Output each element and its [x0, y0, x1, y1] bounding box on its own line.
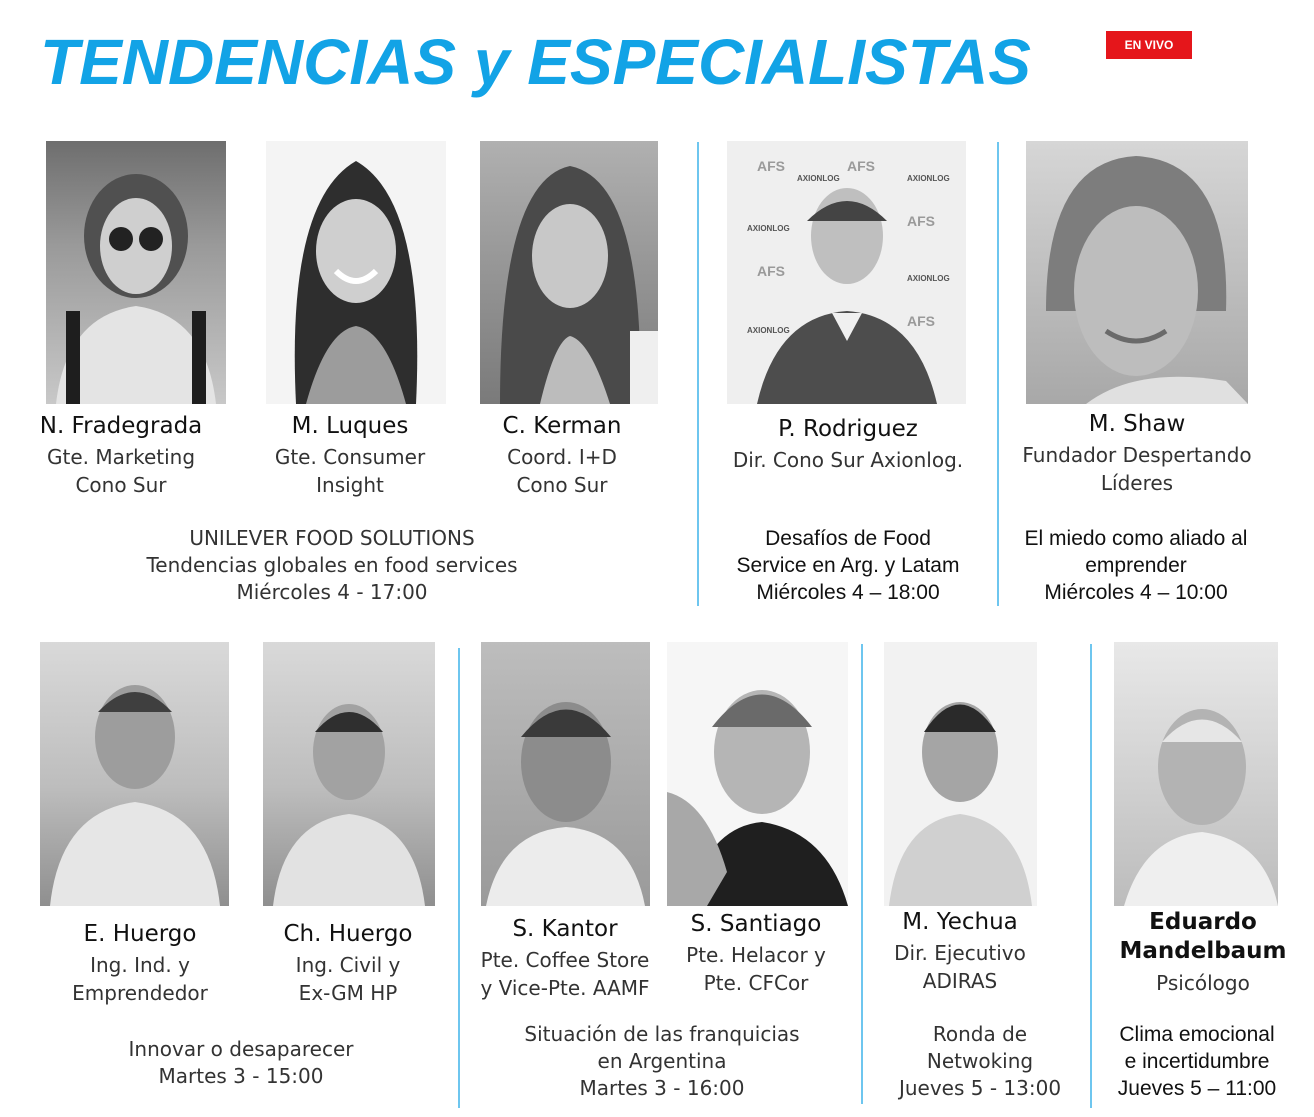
talk-title: Netwoking — [926, 1049, 1034, 1073]
talk-title: Service en Arg. y Latam — [736, 554, 960, 577]
live-badge: EN VIVO — [1106, 31, 1192, 59]
speaker-photo — [480, 141, 658, 404]
talk-title: Innovar o desaparecer — [128, 1037, 354, 1061]
svg-text:AXIONLOG: AXIONLOG — [747, 224, 790, 233]
divider — [861, 644, 863, 1104]
divider — [997, 142, 999, 606]
svg-text:AXIONLOG: AXIONLOG — [907, 174, 950, 183]
speaker-role: Pte. CFCor — [703, 971, 809, 995]
divider — [458, 648, 460, 1108]
talk-title: Ronda de — [932, 1022, 1028, 1046]
speaker-role: Dir. Ejecutivo — [894, 941, 1026, 965]
speaker-role: y Vice-Pte. AAMF — [480, 976, 650, 1000]
talk-title: emprender — [1085, 554, 1187, 577]
talk-title: en Argentina — [597, 1049, 727, 1073]
talk-title: e incertidumbre — [1124, 1050, 1270, 1073]
talk-schedule: Martes 3 - 15:00 — [158, 1064, 324, 1088]
speaker-role: Pte. Coffee Store — [480, 948, 650, 972]
svg-text:AFS: AFS — [907, 213, 935, 229]
speaker-name: S. Santiago — [690, 911, 822, 937]
speaker-role: Coord. I+D — [507, 445, 617, 469]
speaker-role: Fundador Despertando — [1022, 443, 1252, 467]
talk-schedule: Jueves 5 - 13:00 — [898, 1076, 1062, 1100]
speaker-role: Gte. Consumer — [274, 445, 426, 469]
speaker-photo — [40, 642, 229, 906]
divider — [1090, 644, 1092, 1108]
speaker-photo — [1026, 141, 1248, 404]
talk-title: Clima emocional — [1119, 1023, 1275, 1046]
talk-title: Situación de las franquicias — [524, 1022, 800, 1046]
speaker-name: M. Luques — [291, 413, 409, 439]
talk-schedule: Jueves 5 – 11:00 — [1117, 1077, 1277, 1100]
speaker-name: E. Huergo — [83, 921, 197, 947]
afs-logo-text: AFS — [757, 158, 785, 174]
talk-title: El miedo como aliado al — [1024, 527, 1248, 550]
speaker-role: Cono Sur — [516, 473, 608, 497]
svg-text:AFS: AFS — [757, 263, 785, 279]
speaker-name: M. Yechua — [902, 909, 1018, 935]
speaker-photo — [1114, 642, 1278, 906]
speaker-name: Ch. Huergo — [283, 921, 413, 947]
speaker-photo — [46, 141, 226, 404]
speaker-photo — [266, 141, 446, 404]
speaker-role: Emprendedor — [72, 981, 208, 1005]
speaker-photo — [727, 141, 966, 404]
svg-text:AXIONLOG: AXIONLOG — [907, 274, 950, 283]
speaker-photo — [884, 642, 1037, 906]
speaker-photo — [263, 642, 435, 906]
talk-schedule: Miércoles 4 - 17:00 — [236, 580, 428, 604]
svg-text:AFS: AFS — [847, 158, 875, 174]
speaker-role: ADIRAS — [922, 969, 998, 993]
talk-schedule: Miércoles 4 – 18:00 — [756, 581, 940, 604]
speaker-role: Cono Sur — [75, 473, 167, 497]
speaker-role: Ex-GM HP — [298, 981, 398, 1005]
svg-text:AFS: AFS — [907, 313, 935, 329]
speaker-photo — [667, 642, 848, 906]
speaker-role: Gte. Marketing — [46, 445, 196, 469]
talk-schedule: Martes 3 - 16:00 — [579, 1076, 745, 1100]
speaker-role: Pte. Helacor y — [686, 943, 826, 967]
speaker-role: Insight — [316, 473, 384, 497]
axionlog-logo-text: AXIONLOG — [797, 174, 840, 183]
speaker-name: N. Fradegrada — [39, 413, 203, 439]
speaker-name: P. Rodriguez — [778, 416, 918, 442]
speaker-role: Ing. Ind. y — [90, 953, 190, 977]
speaker-name: C. Kerman — [502, 413, 622, 439]
speaker-name: Eduardo — [1149, 909, 1257, 935]
svg-text:AXIONLOG: AXIONLOG — [747, 326, 790, 335]
speaker-name: S. Kantor — [512, 916, 618, 942]
divider — [697, 142, 699, 606]
talk-schedule: Miércoles 4 – 10:00 — [1044, 581, 1228, 604]
speaker-role: Ing. Civil y — [295, 953, 401, 977]
speaker-role: Dir. Cono Sur Axionlog. — [732, 448, 964, 472]
speaker-name: M. Shaw — [1088, 411, 1186, 437]
speaker-name: Mandelbaum — [1119, 938, 1287, 964]
talk-title: Tendencias globales en food services — [146, 553, 518, 577]
speaker-role: Líderes — [1100, 471, 1174, 495]
talk-title: Desafíos de Food — [765, 527, 931, 550]
speaker-role: Psicólogo — [1156, 971, 1250, 995]
speaker-photo — [481, 642, 650, 906]
page-title: TENDENCIAS y ESPECIALISTAS — [40, 26, 1031, 98]
talk-title: UNILEVER FOOD SOLUTIONS — [189, 526, 475, 550]
